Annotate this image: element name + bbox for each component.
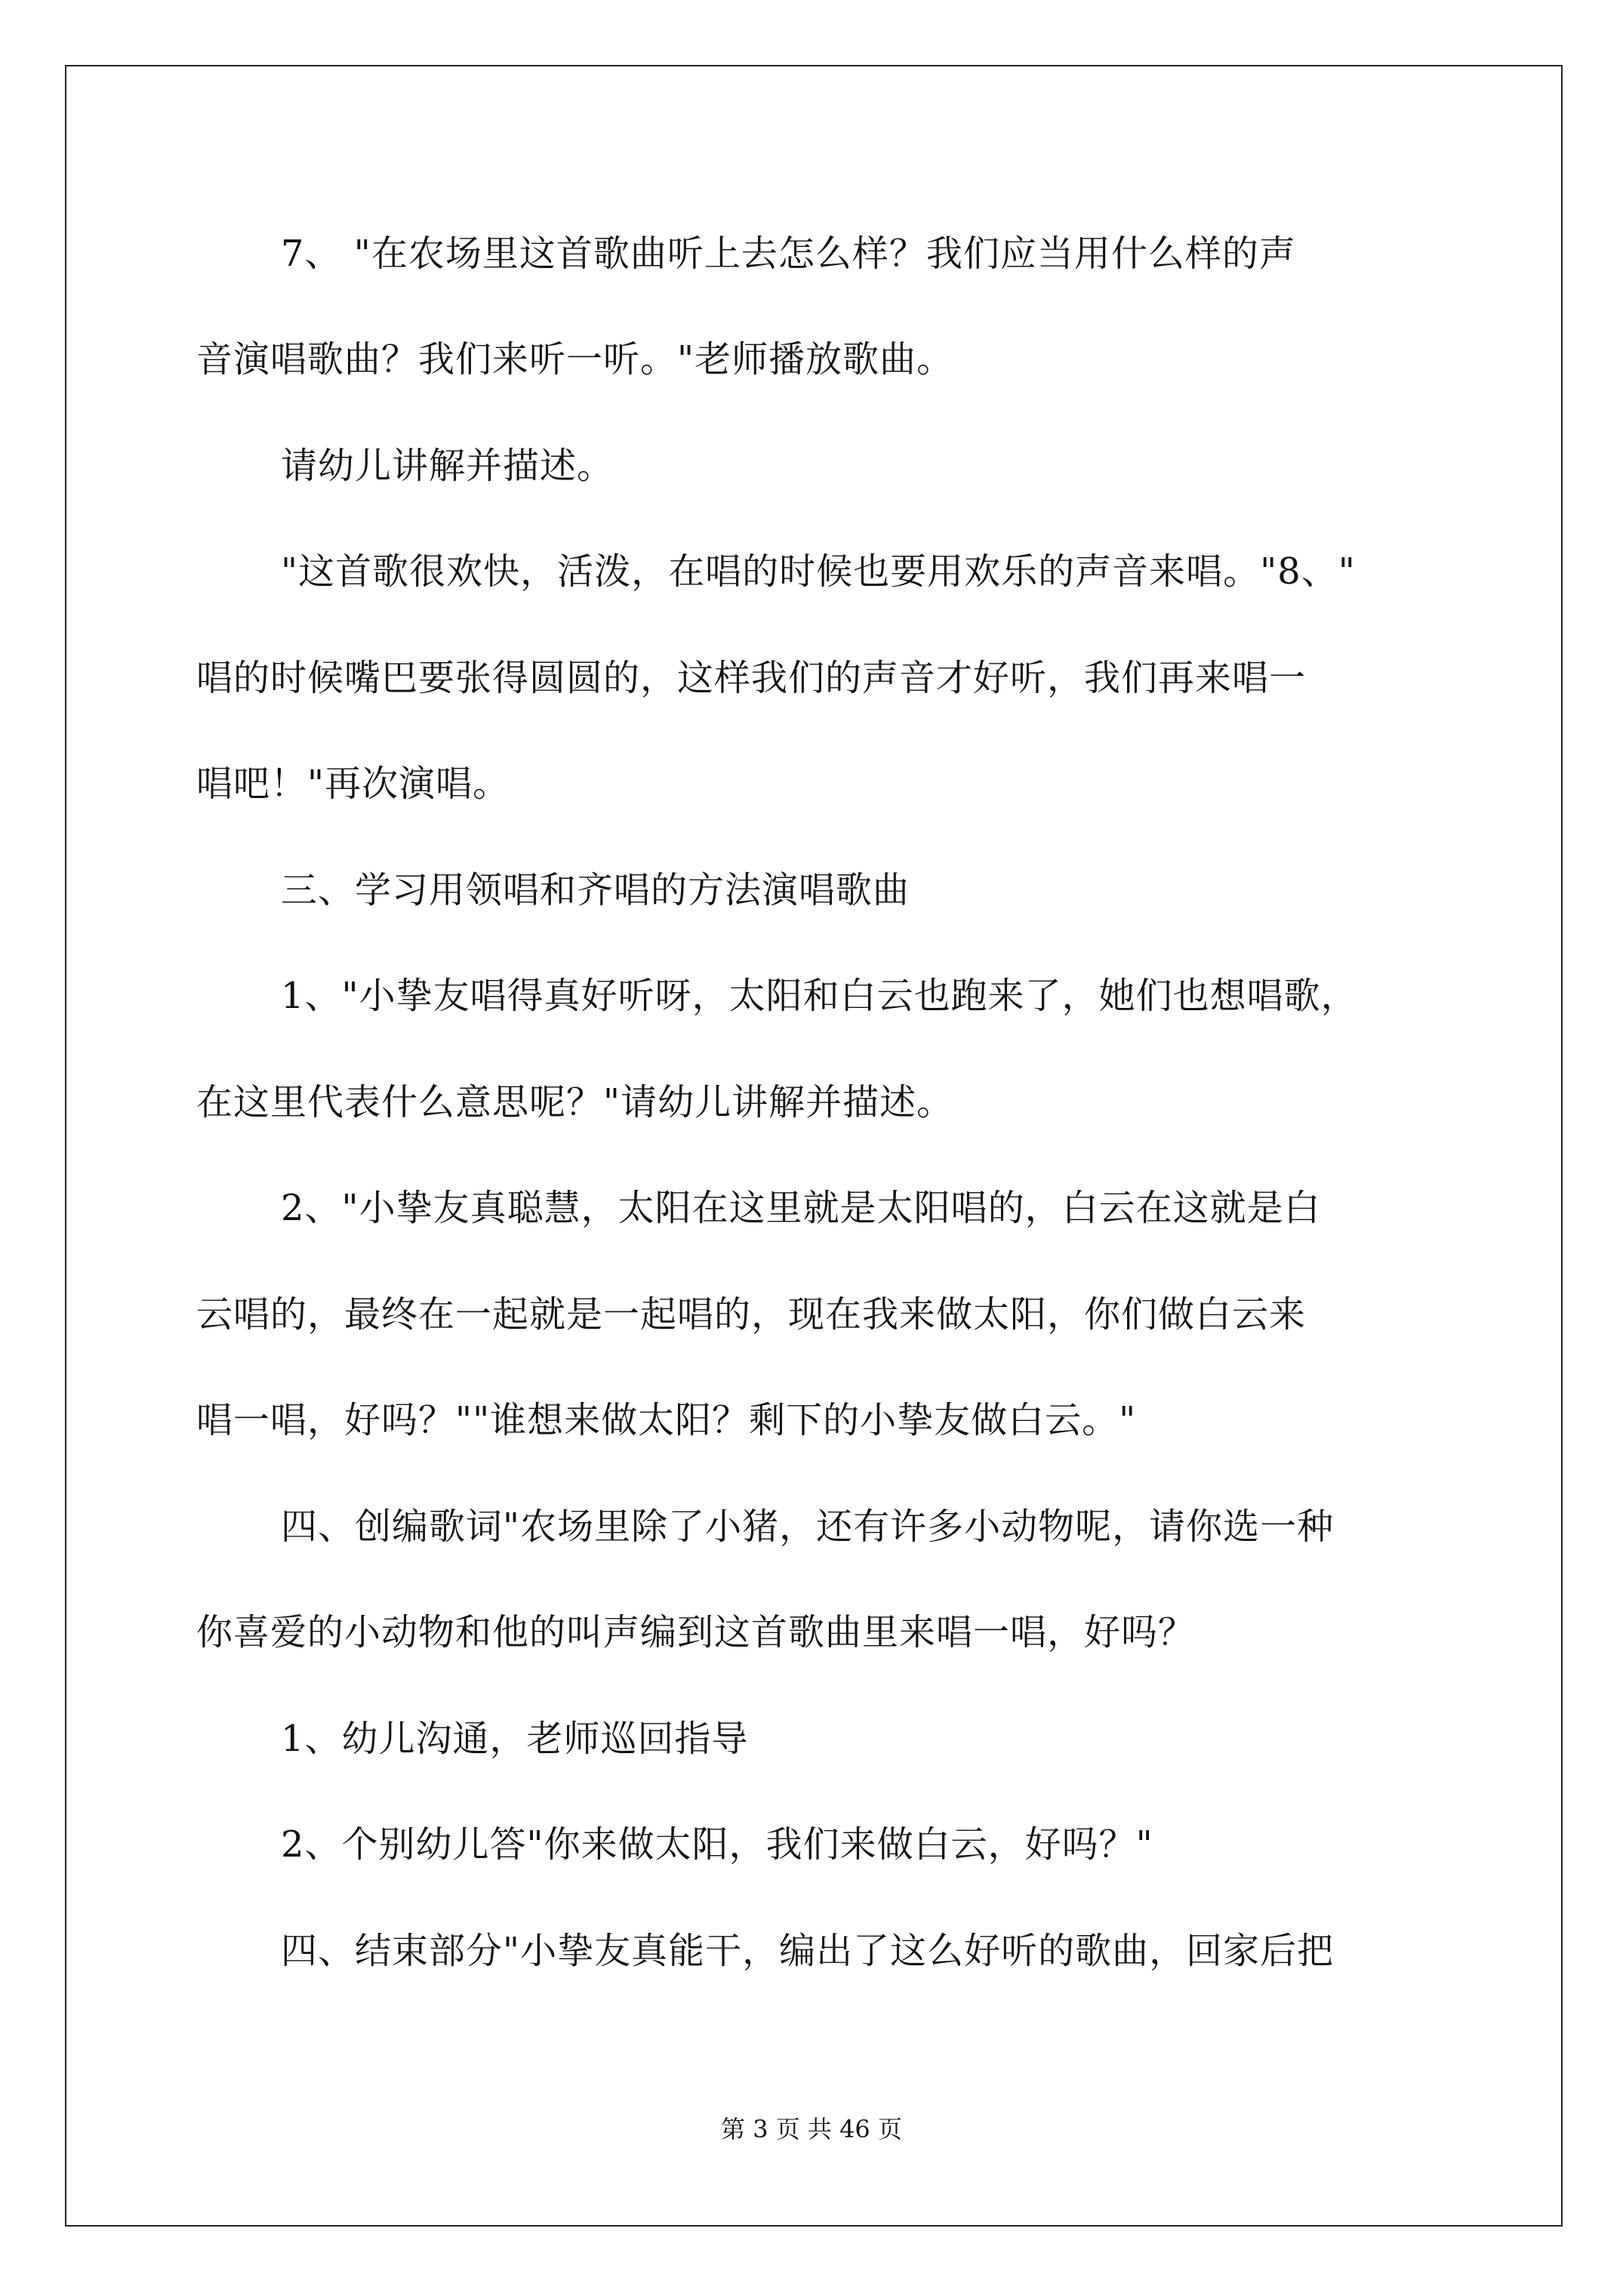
text-line: 唱一唱，好吗？""谁想来做太阳？剩下的小挚友做白云。" bbox=[196, 1399, 1137, 1441]
text-line: 你喜爱的小动物和他的叫声编到这首歌曲里来唱一唱，好吗？ bbox=[196, 1611, 1196, 1653]
page-border bbox=[65, 65, 1563, 2227]
text-line: 云唱的，最终在一起就是一起唱的，现在我来做太阳，你们做白云来 bbox=[196, 1293, 1307, 1336]
section-heading: 四、创编歌词"农场里除了小猪，还有许多小动物呢，请你选一种 bbox=[281, 1505, 1335, 1548]
text-line: 在这里代表什么意思呢？"请幼儿讲解并描述。 bbox=[196, 1081, 954, 1123]
text-line: 1、幼儿沟通，老师巡回指导 bbox=[281, 1718, 749, 1760]
text-line: "这首歌很欢快，活泼，在唱的时候也要用欢乐的声音来唱。"8、" bbox=[281, 550, 1356, 593]
text-line: 唱吧！"再次演唱。 bbox=[196, 763, 510, 805]
page-footer: 第 3 页 共 46 页 bbox=[721, 2115, 902, 2143]
section-heading: 三、学习用领唱和齐唱的方法演唱歌曲 bbox=[281, 869, 910, 911]
text-line: 2、"小挚友真聪慧，太阳在这里就是太阳唱的，白云在这就是白 bbox=[281, 1187, 1321, 1229]
text-line: 音演唱歌曲？我们来听一听。"老师播放歌曲。 bbox=[196, 338, 954, 381]
text-line: 7、 "在农场里这首歌曲听上去怎么样？我们应当用什么样的声 bbox=[281, 233, 1296, 275]
text-line: 1、"小挚友唱得真好听呀，太阳和白云也跑来了，她们也想唱歌， bbox=[281, 975, 1358, 1017]
text-line: 请幼儿讲解并描述。 bbox=[281, 445, 614, 487]
text-line: 2、个别幼儿答"你来做太阳，我们来做白云，好吗？" bbox=[281, 1823, 1153, 1866]
text-line: 唱的时候嘴巴要张得圆圆的，这样我们的声音才好听，我们再来唱一 bbox=[196, 657, 1307, 699]
section-heading: 四、结束部分"小挚友真能干，编出了这么好听的歌曲，回家后把 bbox=[281, 1930, 1335, 1972]
